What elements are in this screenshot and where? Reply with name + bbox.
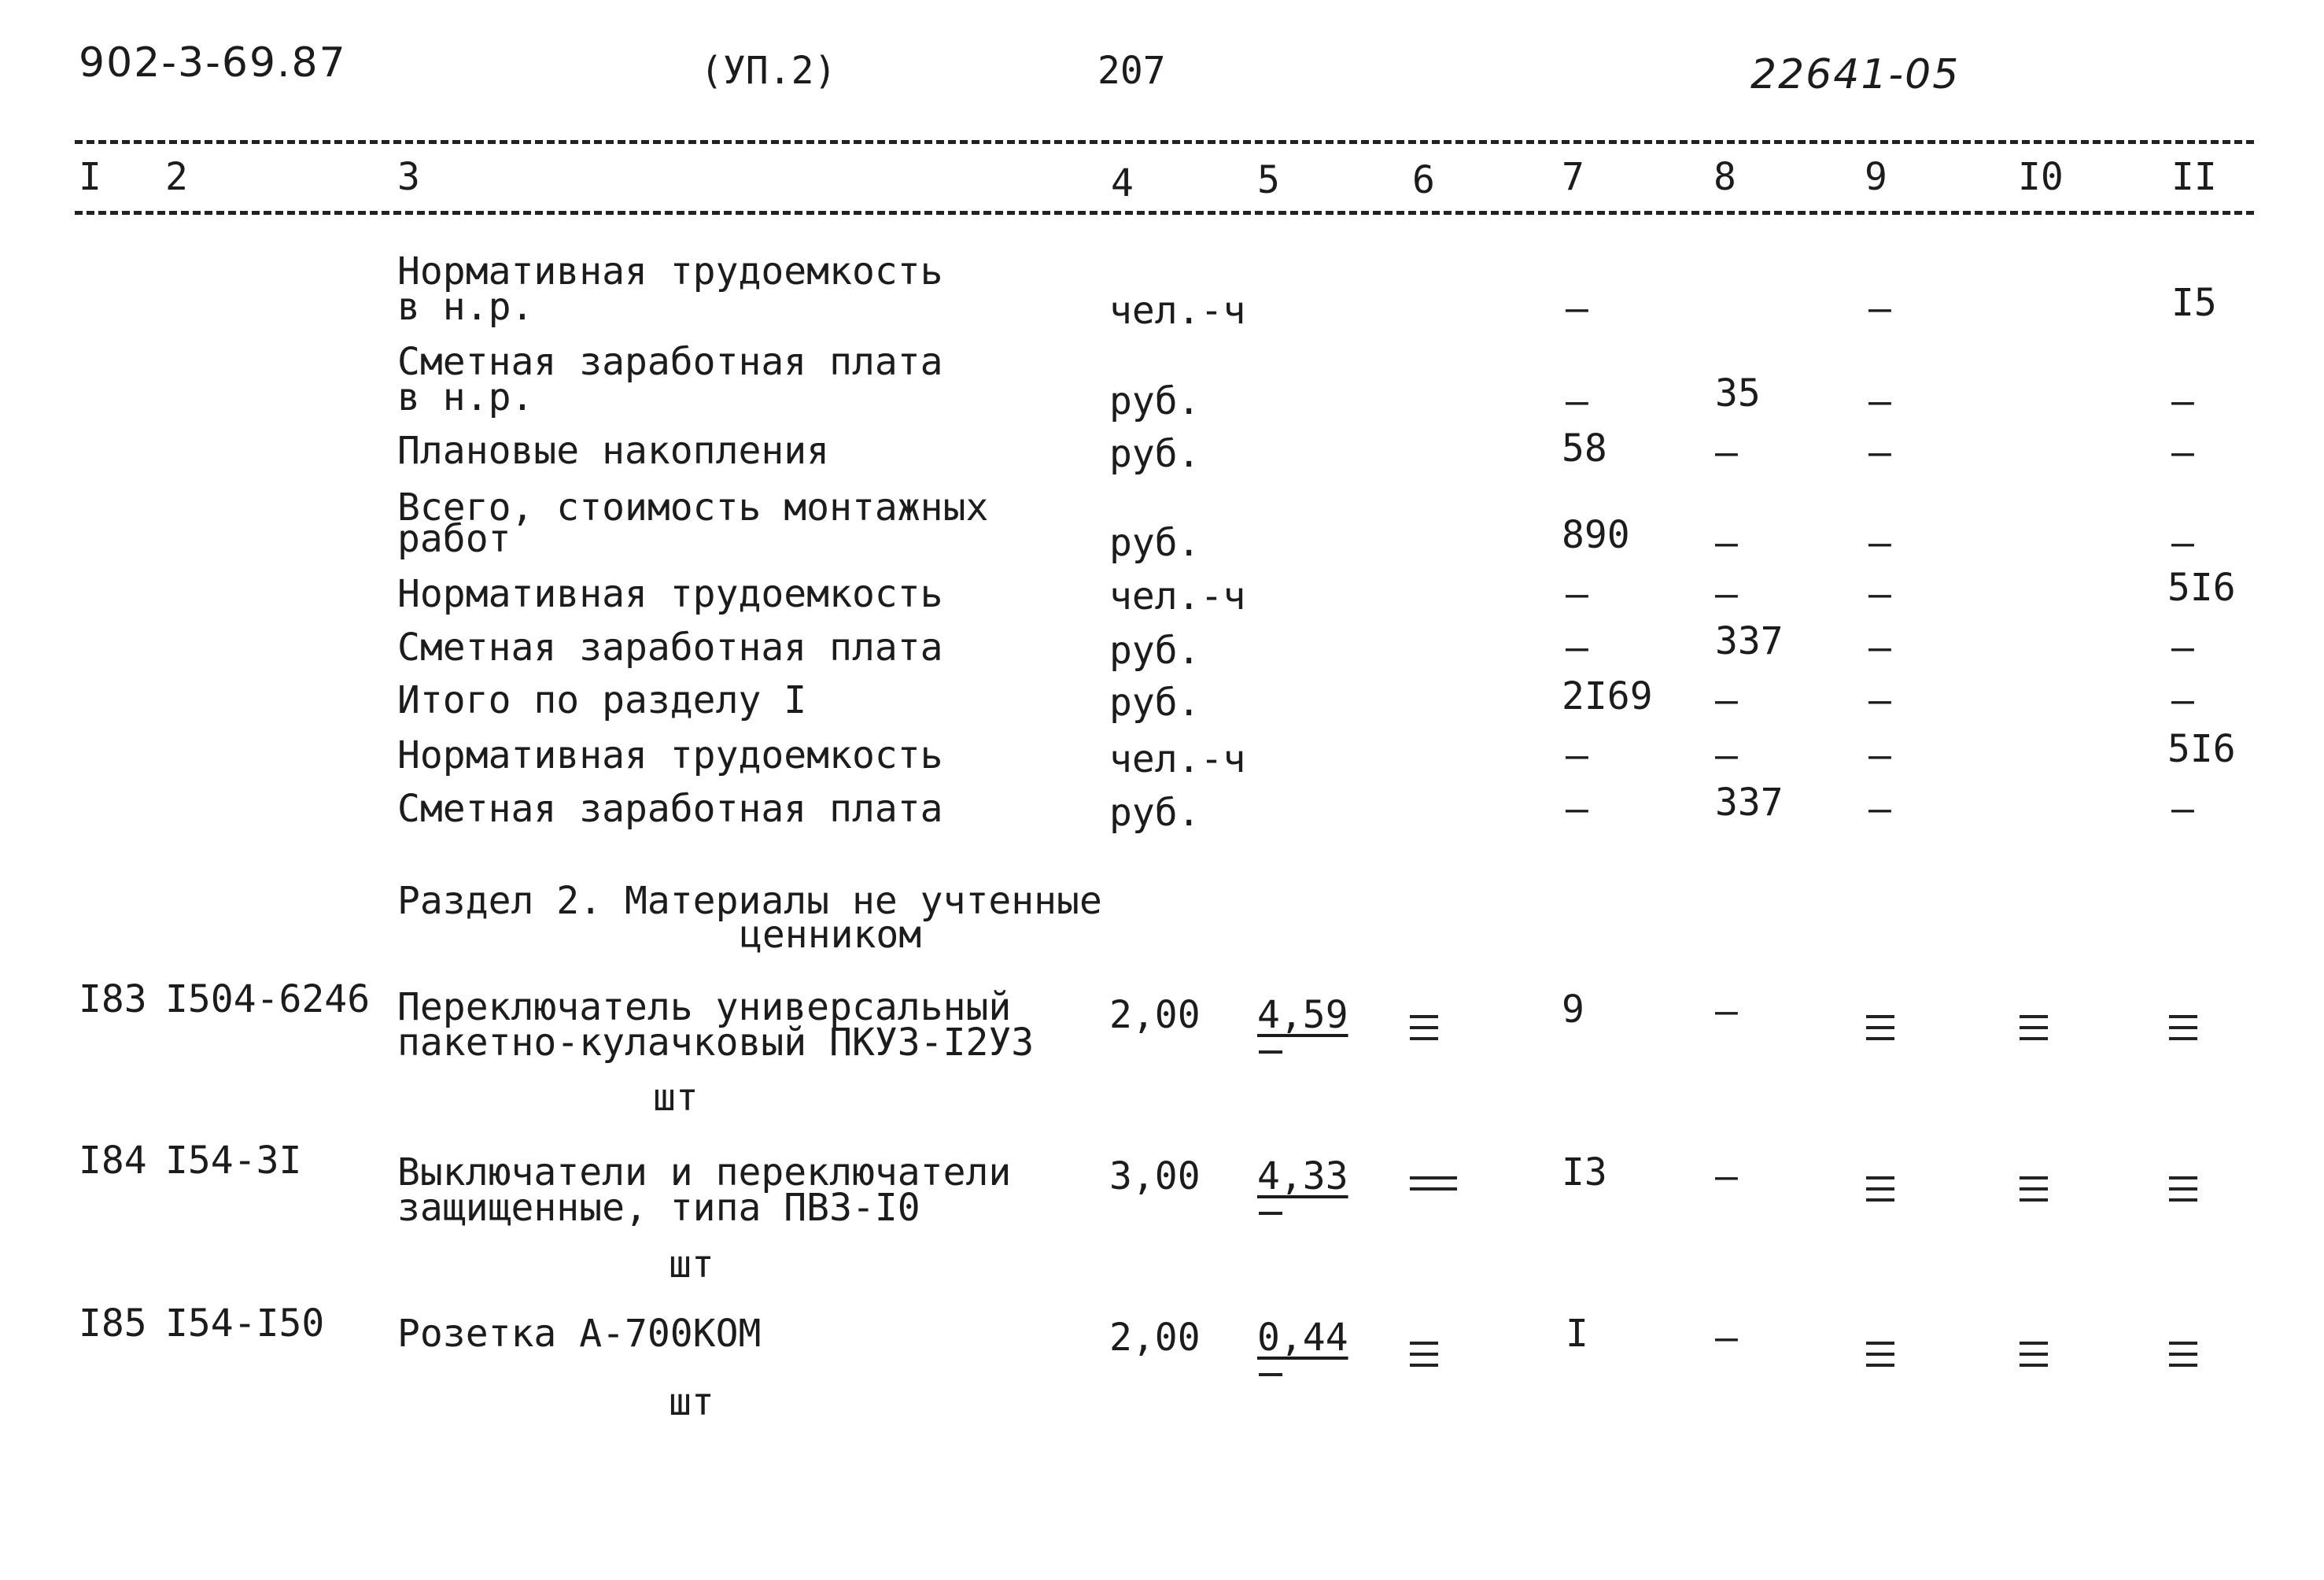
item-quantity: 2,00 (1109, 1316, 1201, 1360)
item-unit: шт (653, 1076, 699, 1120)
summary-label-line2: в н.р. (397, 285, 534, 329)
summary-col7: 890 (1562, 513, 1630, 557)
summary-col7: – (1566, 733, 1588, 777)
col-header-5: 5 (1257, 158, 1280, 202)
item-code: I54-I50 (165, 1301, 325, 1346)
summary-col9: – (1868, 286, 1891, 330)
col-header-11: II (2171, 155, 2217, 199)
col-header-7: 7 (1562, 155, 1584, 199)
price-dash (1259, 1212, 1282, 1215)
summary-label: Сметная заработная плата (397, 626, 943, 670)
summary-unit: руб. (1109, 521, 1201, 565)
summary-col11: – (2171, 678, 2194, 722)
stamp-number: 22641-05 (1750, 51, 1961, 98)
summary-col11: – (2171, 787, 2194, 831)
item-unit: шт (669, 1242, 714, 1287)
price-dash (1259, 1373, 1282, 1376)
col-header-8: 8 (1713, 155, 1736, 199)
empty-cell-mark (2020, 1015, 2048, 1048)
summary-col11: 5I6 (2167, 566, 2236, 610)
item-col8: – (1715, 989, 1738, 1033)
summary-col7: – (1566, 572, 1588, 616)
summary-col7: – (1566, 626, 1588, 670)
item-col7: I (1566, 1312, 1588, 1356)
summary-col8: 337 (1715, 781, 1784, 825)
summary-label-line2: в н.р. (397, 375, 534, 419)
summary-col7: – (1566, 286, 1588, 330)
header-bottom-rule (75, 211, 2254, 215)
item-col7: 9 (1562, 988, 1584, 1032)
summary-col8: 35 (1715, 371, 1761, 415)
summary-label: Нормативная трудоемкость (397, 733, 943, 777)
item-unit: шт (669, 1380, 714, 1424)
empty-cell-mark (1866, 1176, 1894, 1209)
item-col8: – (1715, 1154, 1738, 1198)
summary-col9: – (1868, 379, 1891, 423)
item-col8: – (1715, 1316, 1738, 1360)
col-header-2: 2 (165, 155, 188, 199)
col-header-6: 6 (1412, 158, 1435, 202)
summary-unit: руб. (1109, 629, 1201, 673)
summary-unit: чел.-ч (1109, 574, 1246, 618)
summary-col8: – (1715, 521, 1738, 565)
item-quantity: 2,00 (1109, 993, 1201, 1037)
empty-cell-mark (2169, 1342, 2197, 1375)
item-number: I83 (79, 977, 147, 1021)
summary-col8: – (1715, 430, 1738, 474)
summary-col7: – (1566, 379, 1588, 423)
summary-unit: руб. (1109, 681, 1201, 725)
col-header-4: 4 (1111, 161, 1134, 205)
item-number: I85 (79, 1301, 147, 1346)
section-2-title: Раздел 2. Материалы не учтенные (397, 879, 1102, 923)
summary-col11: – (2171, 379, 2194, 423)
empty-cell-mark (2169, 1015, 2197, 1048)
empty-cell-mark (1410, 1015, 1438, 1048)
item-price: 0,44 (1257, 1316, 1348, 1360)
summary-col11: – (2171, 430, 2194, 474)
col-header-10: I0 (2018, 155, 2064, 199)
empty-cell-mark (1410, 1176, 1457, 1198)
summary-col9: – (1868, 572, 1891, 616)
empty-cell-mark (2020, 1176, 2048, 1209)
item-name-line1: Переключатель универсальный (397, 985, 1012, 1029)
item-name-line2: пакетно-кулачковый ПКУЗ-I2УЗ (397, 1021, 1035, 1065)
summary-label-line1: Сметная заработная плата (397, 340, 943, 384)
empty-cell-mark (2020, 1342, 2048, 1375)
summary-unit: чел.-ч (1109, 289, 1246, 333)
col-header-1: I (79, 155, 101, 199)
item-name-line2: защищенные, типа ПВЗ-I0 (397, 1186, 920, 1230)
summary-col9: – (1868, 521, 1891, 565)
summary-col11: – (2171, 521, 2194, 565)
summary-col8: – (1715, 572, 1738, 616)
col-header-9: 9 (1865, 155, 1887, 199)
empty-cell-mark (1410, 1342, 1438, 1375)
summary-col11: 5I6 (2167, 727, 2236, 771)
summary-col11: – (2171, 626, 2194, 670)
summary-label: Сметная заработная плата (397, 787, 943, 831)
item-name-line1: Розетка А-700КОМ (397, 1312, 762, 1356)
empty-cell-mark (1866, 1015, 1894, 1048)
summary-unit: чел.-ч (1109, 737, 1246, 781)
item-code: I504-6246 (165, 977, 371, 1021)
summary-col11: I5 (2171, 281, 2217, 325)
price-dash (1259, 1050, 1282, 1054)
summary-col7: 58 (1562, 426, 1607, 471)
summary-label-line2: работ (397, 517, 511, 561)
summary-col8: – (1715, 733, 1738, 777)
summary-col9: – (1868, 733, 1891, 777)
empty-cell-mark (1866, 1342, 1894, 1375)
summary-label: Итого по разделу I (397, 678, 807, 722)
summary-label: Плановые накопления (397, 429, 830, 473)
summary-col7: – (1566, 787, 1588, 831)
item-code: I54-3I (165, 1139, 302, 1183)
col-header-3: 3 (397, 155, 420, 199)
page-number: 207 (1097, 49, 1166, 93)
document-code: 902-3-69.87 (79, 39, 347, 87)
summary-col7: 2I69 (1562, 674, 1653, 718)
item-name-line1: Выключатели и переключатели (397, 1150, 1012, 1194)
empty-cell-mark (2169, 1176, 2197, 1209)
summary-col8: 337 (1715, 619, 1784, 663)
item-price: 4,33 (1257, 1154, 1348, 1198)
item-price: 4,59 (1257, 993, 1348, 1037)
summary-col9: – (1868, 678, 1891, 722)
item-quantity: 3,00 (1109, 1154, 1201, 1198)
item-number: I84 (79, 1139, 147, 1183)
summary-unit: руб. (1109, 379, 1201, 423)
summary-col9: – (1868, 787, 1891, 831)
summary-label-line1: Нормативная трудоемкость (397, 249, 943, 293)
summary-unit: руб. (1109, 791, 1201, 835)
summary-label-line1: Всего, стоимость монтажных (397, 485, 989, 530)
summary-col9: – (1868, 430, 1891, 474)
item-col7: I3 (1562, 1150, 1607, 1194)
summary-unit: руб. (1109, 432, 1201, 476)
summary-col9: – (1868, 626, 1891, 670)
section-2-title-cont: ценником (740, 913, 922, 957)
summary-col8: – (1715, 678, 1738, 722)
summary-label: Нормативная трудоемкость (397, 572, 943, 616)
album-label: (УП.2) (700, 49, 837, 93)
header-top-rule (75, 140, 2254, 144)
